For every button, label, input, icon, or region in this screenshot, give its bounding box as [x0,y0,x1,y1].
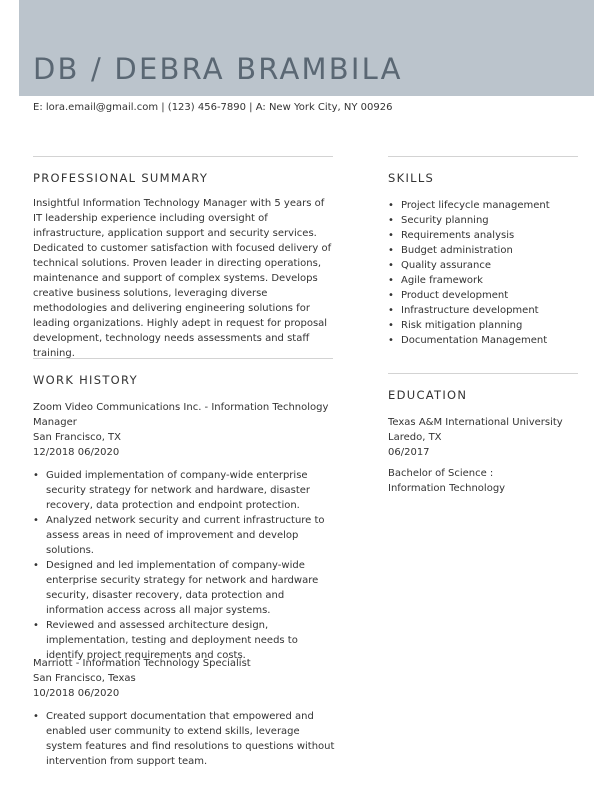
skill-item: • Requirements analysis [388,228,588,243]
job-bullet: • Guided implementation of company-wide enterprise security strategy for network and hardware, disaster recovery, data protection and endpoint protection. [33,468,335,513]
education-entry [388,415,588,496]
skills-divider [388,156,578,157]
job-location: San Francisco, TX [33,432,122,443]
job-bullets [33,468,335,663]
job-header: Zoom Video Communications Inc. - Information Technology Manager [33,402,329,428]
job-entry [33,400,335,663]
skill-item: • Agile framework [388,273,588,288]
skill-item: • Project lifecycle management [388,198,588,213]
education-field: Information Technology [388,483,506,494]
summary-title: PROFESSIONAL SUMMARY [33,171,209,185]
skill-item: • Security planning [388,213,588,228]
job-entry [33,656,335,769]
skill-item: • Product development [388,288,588,303]
job-bullets [33,709,335,769]
candidate-name: DB / DEBRA BRAMBILA [33,52,403,86]
job-header: Marriott - Information Technology Specialist [33,658,251,669]
contact-line: E: lora.email@gmail.com | (123) 456-7890 | A: New York City, NY 00926 [33,102,393,113]
skill-item: • Documentation Management [388,333,588,348]
job-bullet: • Reviewed and assessed architecture design, implementation, testing and deployment needs to identify project requirements and costs. [33,618,335,663]
education-location: Laredo, TX [388,432,442,443]
skills-title: SKILLS [388,171,435,185]
education-degree: Bachelor of Science : [388,468,494,479]
education-date: 06/2017 [388,447,430,458]
skill-item: • Budget administration [388,243,588,258]
summary-text: Insightful Information Technology Manager with 5 years of IT leadership experience including oversight of infrastructure, application support and security services. Dedicated to customer satisfaction with focused delivery of technical solutions. Proven leader in directing operations, maintenance and support of complex systems. Develops creative business solutions, leveraging diverse methodologies and delivering engineering solutions for leading organizations. Highly adept in request for proposal development, technology needs assessments and staff training. [33,198,332,359]
skills-list [388,198,588,348]
job-bullet: • Created support documentation that empowered and enabled user community to extend skills, leverage system features and find resolutions to questions without intervention from support team. [33,709,335,769]
education-divider [388,373,578,374]
work-divider [33,358,333,359]
job-bullet: • Designed and led implementation of company-wide enterprise security strategy for network and hardware security, disaster recovery, data protection and information access across all major systems. [33,558,335,618]
education-school: Texas A&M International University [388,417,563,428]
education-title: EDUCATION [388,388,468,402]
job-location: San Francisco, Texas [33,673,136,684]
job-dates: 12/2018 06/2020 [33,447,120,458]
job-bullet: • Analyzed network security and current infrastructure to assess areas in need of improvement and develop solutions. [33,513,335,558]
job-dates: 10/2018 06/2020 [33,688,120,699]
work-title: WORK HISTORY [33,373,138,387]
skill-item: • Infrastructure development [388,303,588,318]
skill-item: • Quality assurance [388,258,588,273]
summary-divider [33,156,333,157]
skill-item: • Risk mitigation planning [388,318,588,333]
